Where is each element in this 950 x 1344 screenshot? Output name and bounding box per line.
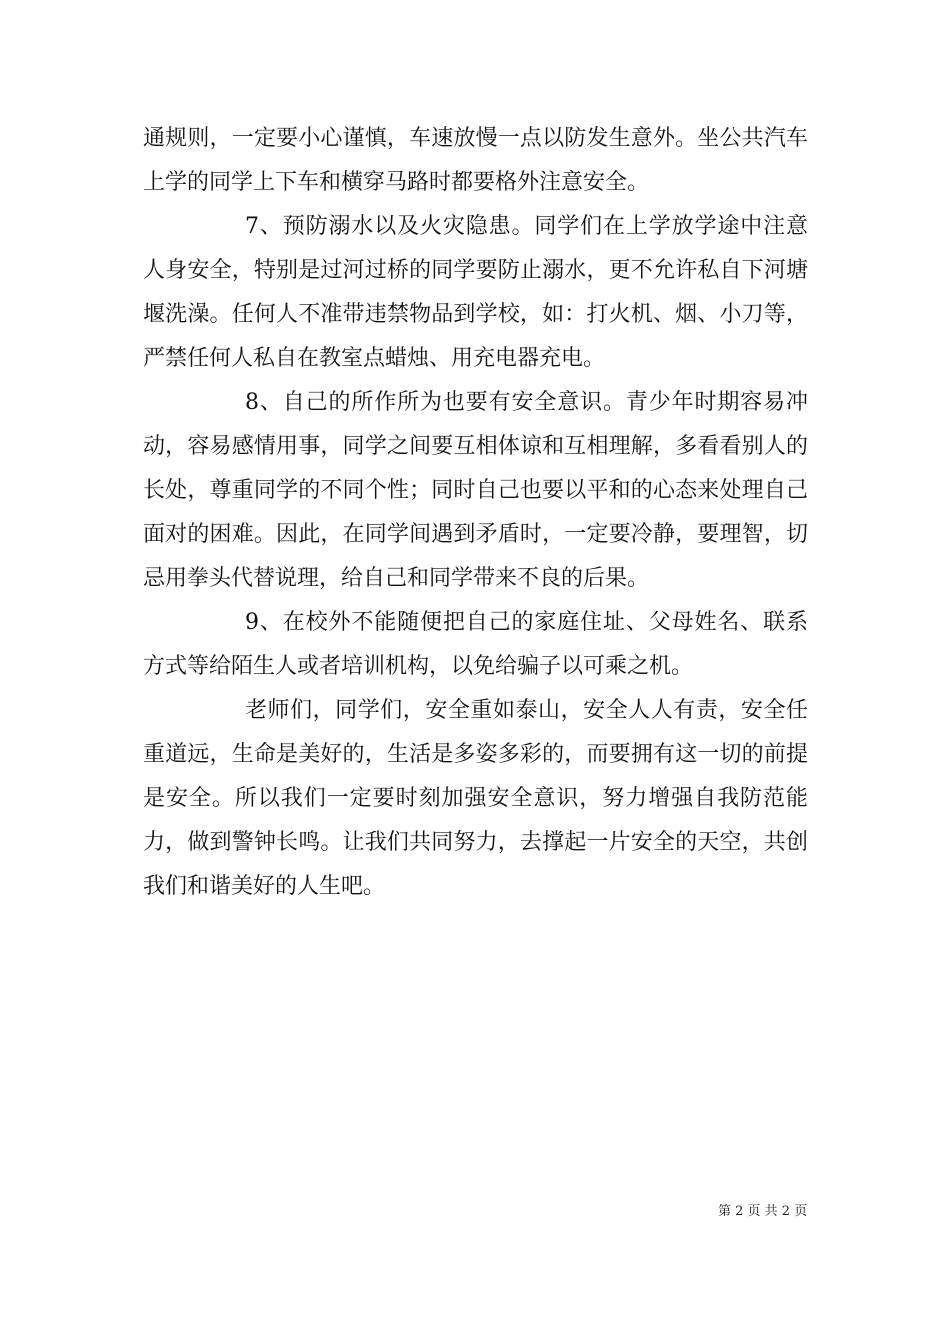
document-body xyxy=(143,117,808,909)
paragraph-item-7: 7、预防溺水以及火灾隐患。同学们在上学放学途中注意人身安全，特别是过河过桥的同学要防止溺水，更不允许私自下河塘堰洗澡。任何人不准带违禁物品到学校，如：打火机、烟、小刀等，严禁任何人私自在教室点蜡烛、用充电器充电。 xyxy=(143,214,808,371)
paragraph-closing: 老师们，同学们，安全重如泰山，安全人人有责，安全任重道远，生命是美好的，生活是多姿多彩的，而要拥有这一切的前提是安全。所以我们一定要时刻加强安全意识，努力增强自我防范能力，做到警钟长鸣。让我们共同努力，去撑起一片安全的天空，共创我们和谐美好的人生吧。 xyxy=(143,698,808,899)
paragraph-item-9: 9、在校外不能随便把自己的家庭住址、父母姓名、联系方式等给陌生人或者培训机构，以免给骗子以可乘之机。 xyxy=(143,610,808,679)
paragraph-continuation: 通规则，一定要小心谨慎，车速放慢一点以防发生意外。坐公共汽车上学的同学上下车和横穿马路时都要格外注意安全。 xyxy=(143,126,808,195)
paragraph-item-8: 8、自己的所作所为也要有安全意识。青少年时期容易冲动，容易感情用事，同学之间要互相体谅和互相理解，多看看别人的长处，尊重同学的不同个性；同时自己也要以平和的心态来处理自己面对的困难。因此，在同学间遇到矛盾时，一定要冷静，要理智，切忌用拳头代替说理，给自己和同学带来不良的后果。 xyxy=(143,390,808,591)
page-number-footer: 第 2 页 共 2 页 xyxy=(718,1204,808,1219)
